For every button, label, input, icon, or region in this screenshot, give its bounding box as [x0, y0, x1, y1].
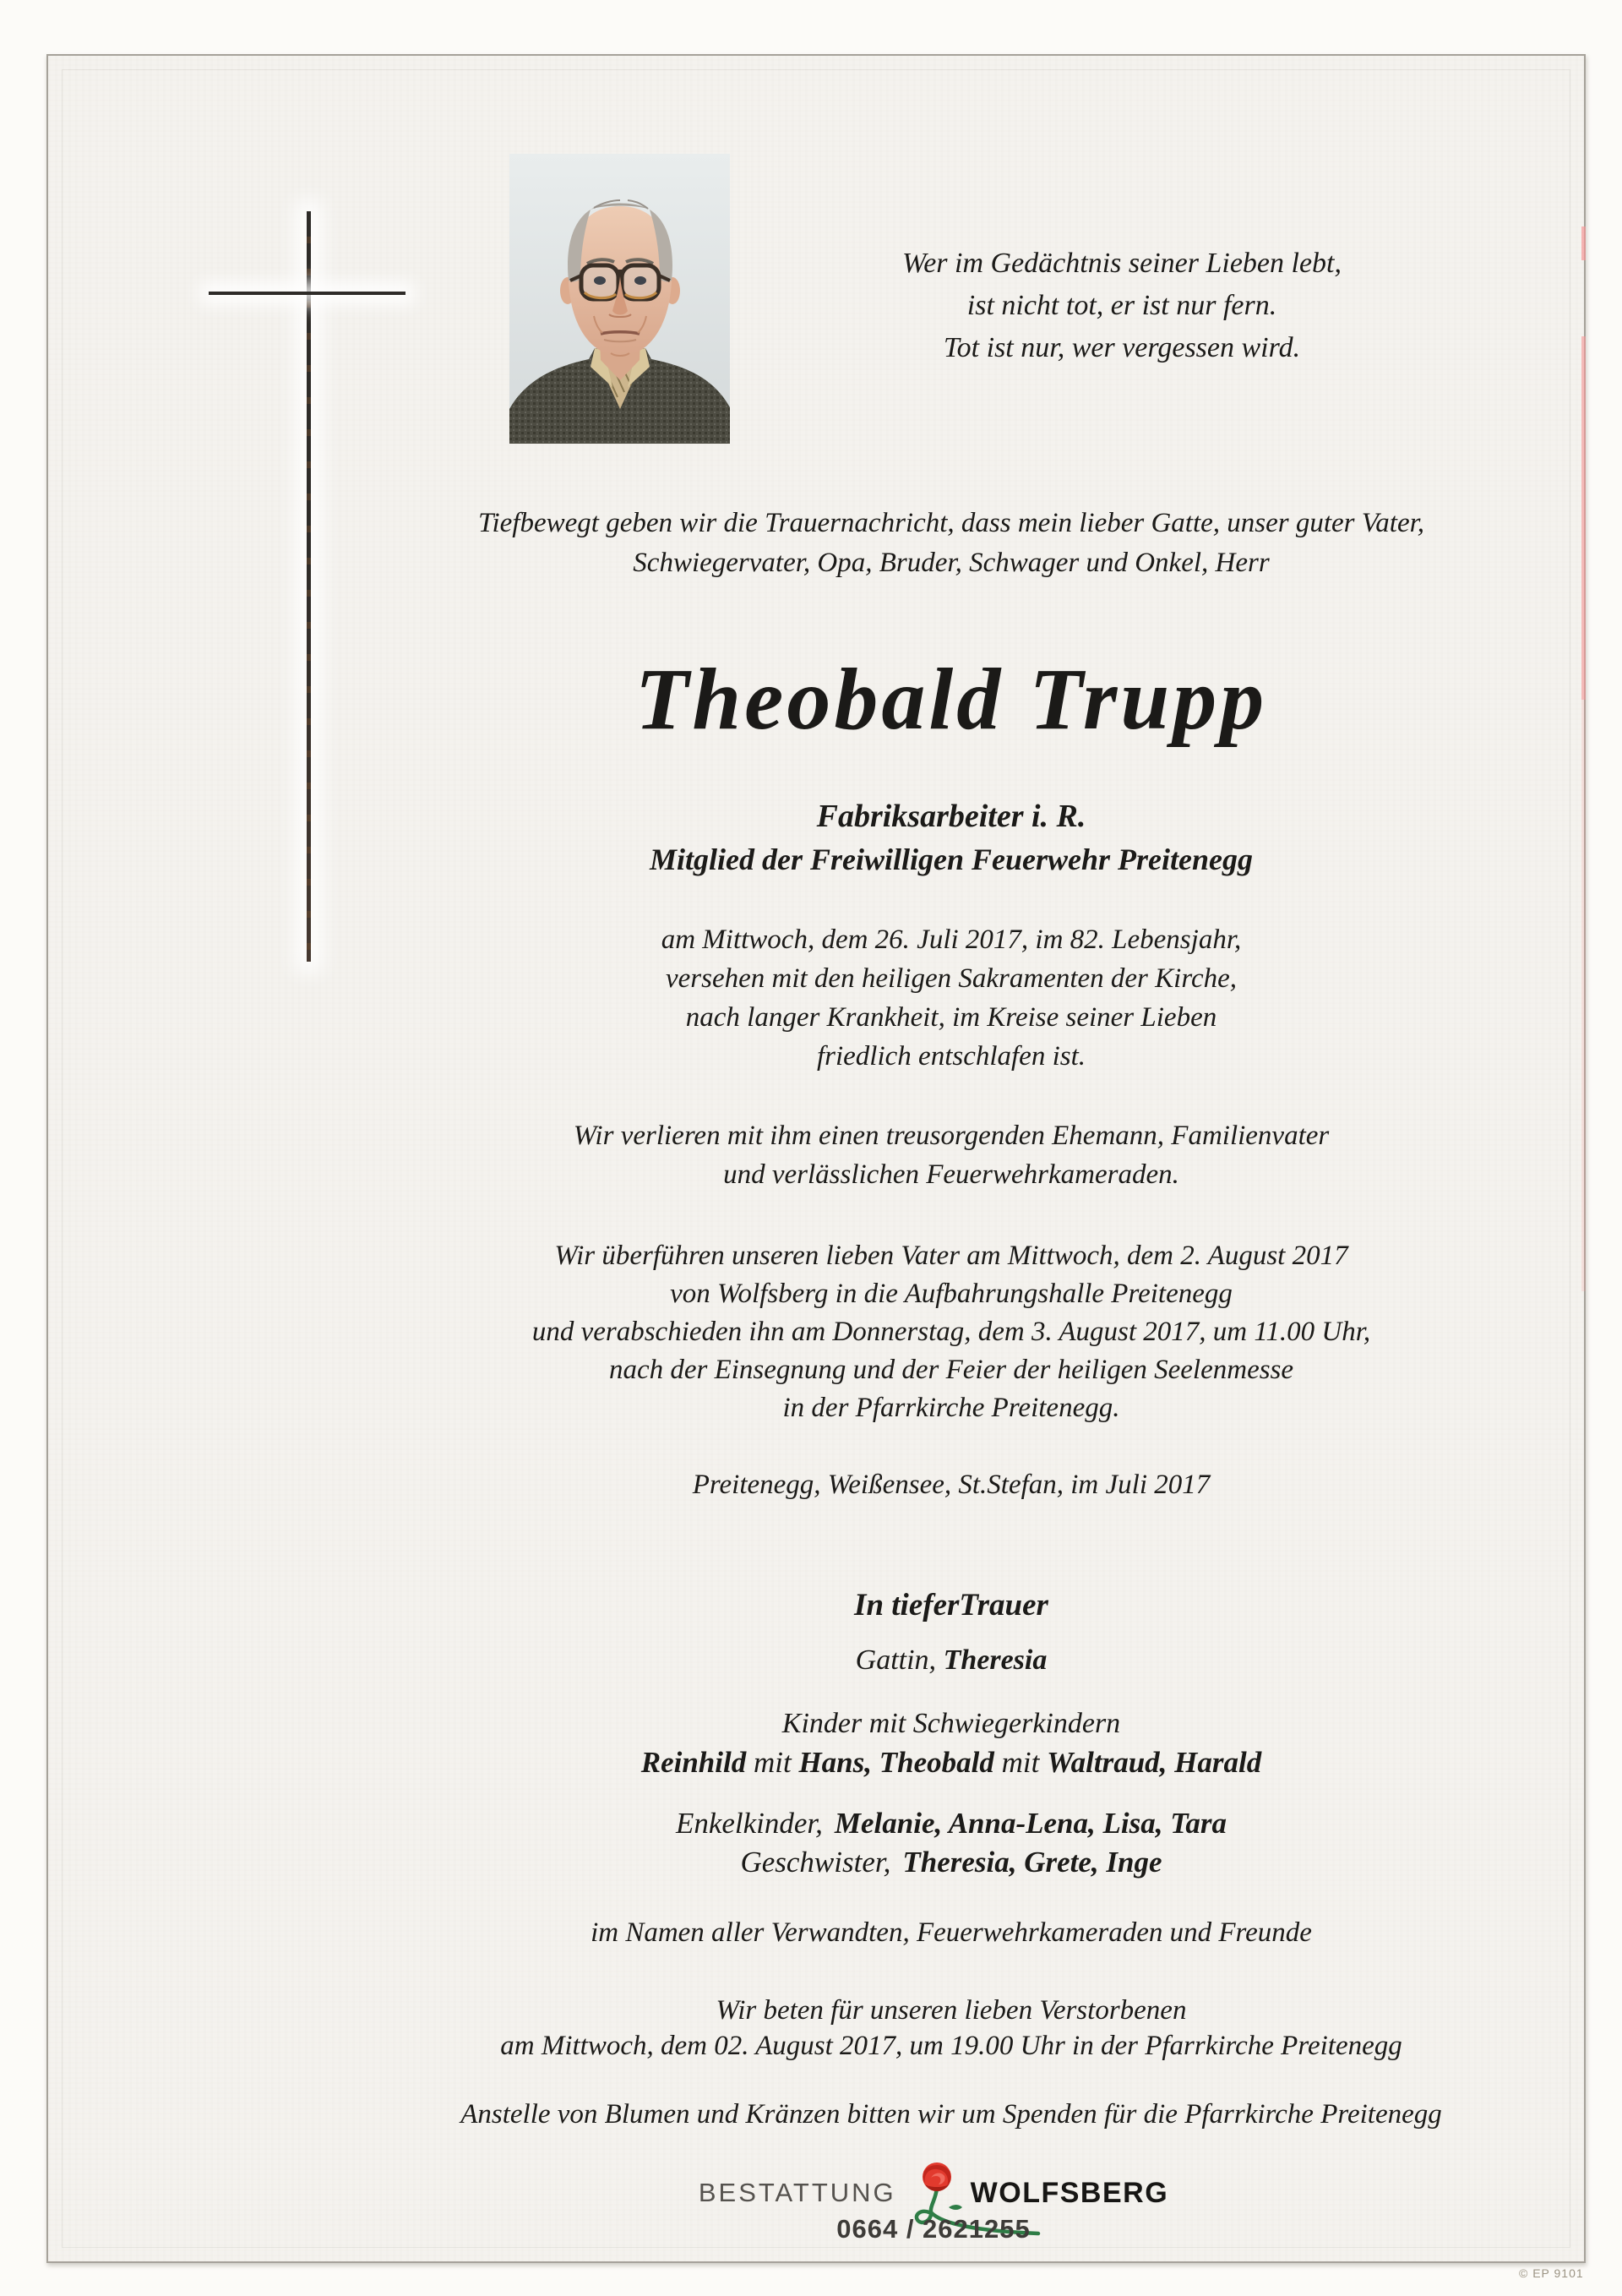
siblings-label: Geschwister,	[740, 1846, 891, 1879]
memorial-quote	[763, 243, 1481, 369]
funeral-line-3: und verabschieden ihn am Donnerstag, dem 3. August 2017, um 11.00 Uhr,	[531, 1317, 1371, 1347]
funeral-home-phone: 0664 / 2621255	[836, 2214, 1031, 2244]
death-line-4: friedlich entschlafen ist.	[816, 1041, 1086, 1072]
quote-line-2: ist nicht tot, er ist nur fern.	[966, 290, 1277, 321]
wife-label: Gattin,	[855, 1644, 937, 1676]
quote-line-1: Wer im Gedächtnis seiner Lieben lebt,	[902, 248, 1342, 279]
intro-line-1: Tiefbewegt geben wir die Trauernachricht, dass mein lieber Gatte, unser guter Vater,	[477, 508, 1425, 538]
funeral-line-1: Wir überführen unseren lieben Vater am Mittwoch, dem 2. August 2017	[554, 1241, 1348, 1271]
prayer-line-1: Wir beten für unseren lieben Verstorbenen	[716, 1995, 1187, 2026]
death-line-3: nach langer Krankheit, im Kreise seiner Lieben	[685, 1002, 1217, 1033]
on-behalf-line: im Namen aller Verwandten, Feuerwehrkameraden und Freunde	[591, 1917, 1312, 1948]
place-dateline: Preitenegg, Weißensee, St.Stefan, im Juli 2017	[692, 1470, 1211, 1500]
child-name: Theobald	[872, 1746, 994, 1779]
prayer-line-2: am Mittwoch, dem 02. August 2017, um 19.00 Uhr in der Pfarrkirche Preitenegg	[500, 2031, 1402, 2061]
child-name: Harald	[1167, 1746, 1262, 1779]
children-connector: mit	[993, 1746, 1048, 1779]
deceased-name: Theobald Trupp	[634, 651, 1268, 748]
children-connector: mit	[746, 1746, 799, 1779]
loss-line-1: Wir verlieren mit ihm einen treusorgenden Ehemann, Familienvater	[573, 1121, 1330, 1151]
donation-request-line: Anstelle von Blumen und Kränzen bitten wir um Spenden für die Pfarrkirche Preitenegg	[460, 2099, 1442, 2130]
child-spouse-name: Waltraud,	[1047, 1746, 1168, 1779]
print-copyright-code: © EP 9101	[1519, 2266, 1584, 2280]
siblings-names: Theresia, Grete, Inge	[902, 1846, 1162, 1879]
funeral-line-2: von Wolfsberg in die Aufbahrungshalle Preitenegg	[670, 1279, 1233, 1309]
loss-paragraph	[335, 1116, 1568, 1194]
grandchildren-line	[335, 1807, 1568, 1841]
deceased-membership: Mitglied der Freiwilligen Feuerwehr Preitenegg	[650, 843, 1253, 876]
wife-line	[335, 1644, 1568, 1677]
quote-line-3: Tot ist nur, wer vergessen wird.	[943, 332, 1301, 363]
mourning-header: In tieferTrauer	[854, 1588, 1048, 1622]
announcement-intro	[335, 504, 1568, 583]
child-name: Reinhild	[640, 1746, 747, 1779]
death-line-2: versehen mit den heiligen Sakramenten der Kirche,	[665, 963, 1237, 994]
cross-vertical-beam	[307, 211, 311, 962]
child-spouse-name: Hans,	[798, 1746, 873, 1779]
children-names-line	[335, 1746, 1568, 1780]
siblings-line	[335, 1846, 1568, 1879]
portrait-illustration	[509, 154, 730, 444]
death-line-1: am Mittwoch, dem 26. Juli 2017, im 82. Lebensjahr,	[661, 924, 1242, 955]
death-notice-paragraph	[335, 920, 1568, 1076]
portrait-photo	[509, 154, 730, 444]
grandchildren-names: Melanie, Anna-Lena, Lisa, Tara	[834, 1807, 1227, 1840]
funeral-line-5: in der Pfarrkirche Preitenegg.	[782, 1393, 1120, 1423]
funeral-arrangements-paragraph	[335, 1237, 1568, 1427]
deceased-profession: Fabriksarbeiter i. R.	[816, 799, 1086, 834]
grandchildren-label: Enkelkinder,	[675, 1807, 823, 1840]
loss-line-2: und verlässlichen Feuerwehrkameraden.	[723, 1159, 1179, 1190]
cross-horizontal-beam	[209, 292, 406, 295]
funeral-home-name: WOLFSBERG	[970, 2176, 1169, 2209]
wife-name: Theresia	[943, 1644, 1048, 1676]
intro-line-2: Schwiegervater, Opa, Bruder, Schwager und Onkel, Herr	[633, 548, 1270, 578]
funeral-home-prefix: BESTATTUNG	[698, 2178, 896, 2207]
funeral-line-4: nach der Einsegnung und der Feier der heiligen Seelenmesse	[608, 1355, 1294, 1385]
prayer-announcement	[335, 1993, 1568, 2064]
children-header: Kinder mit Schwiegerkindern	[781, 1708, 1121, 1739]
